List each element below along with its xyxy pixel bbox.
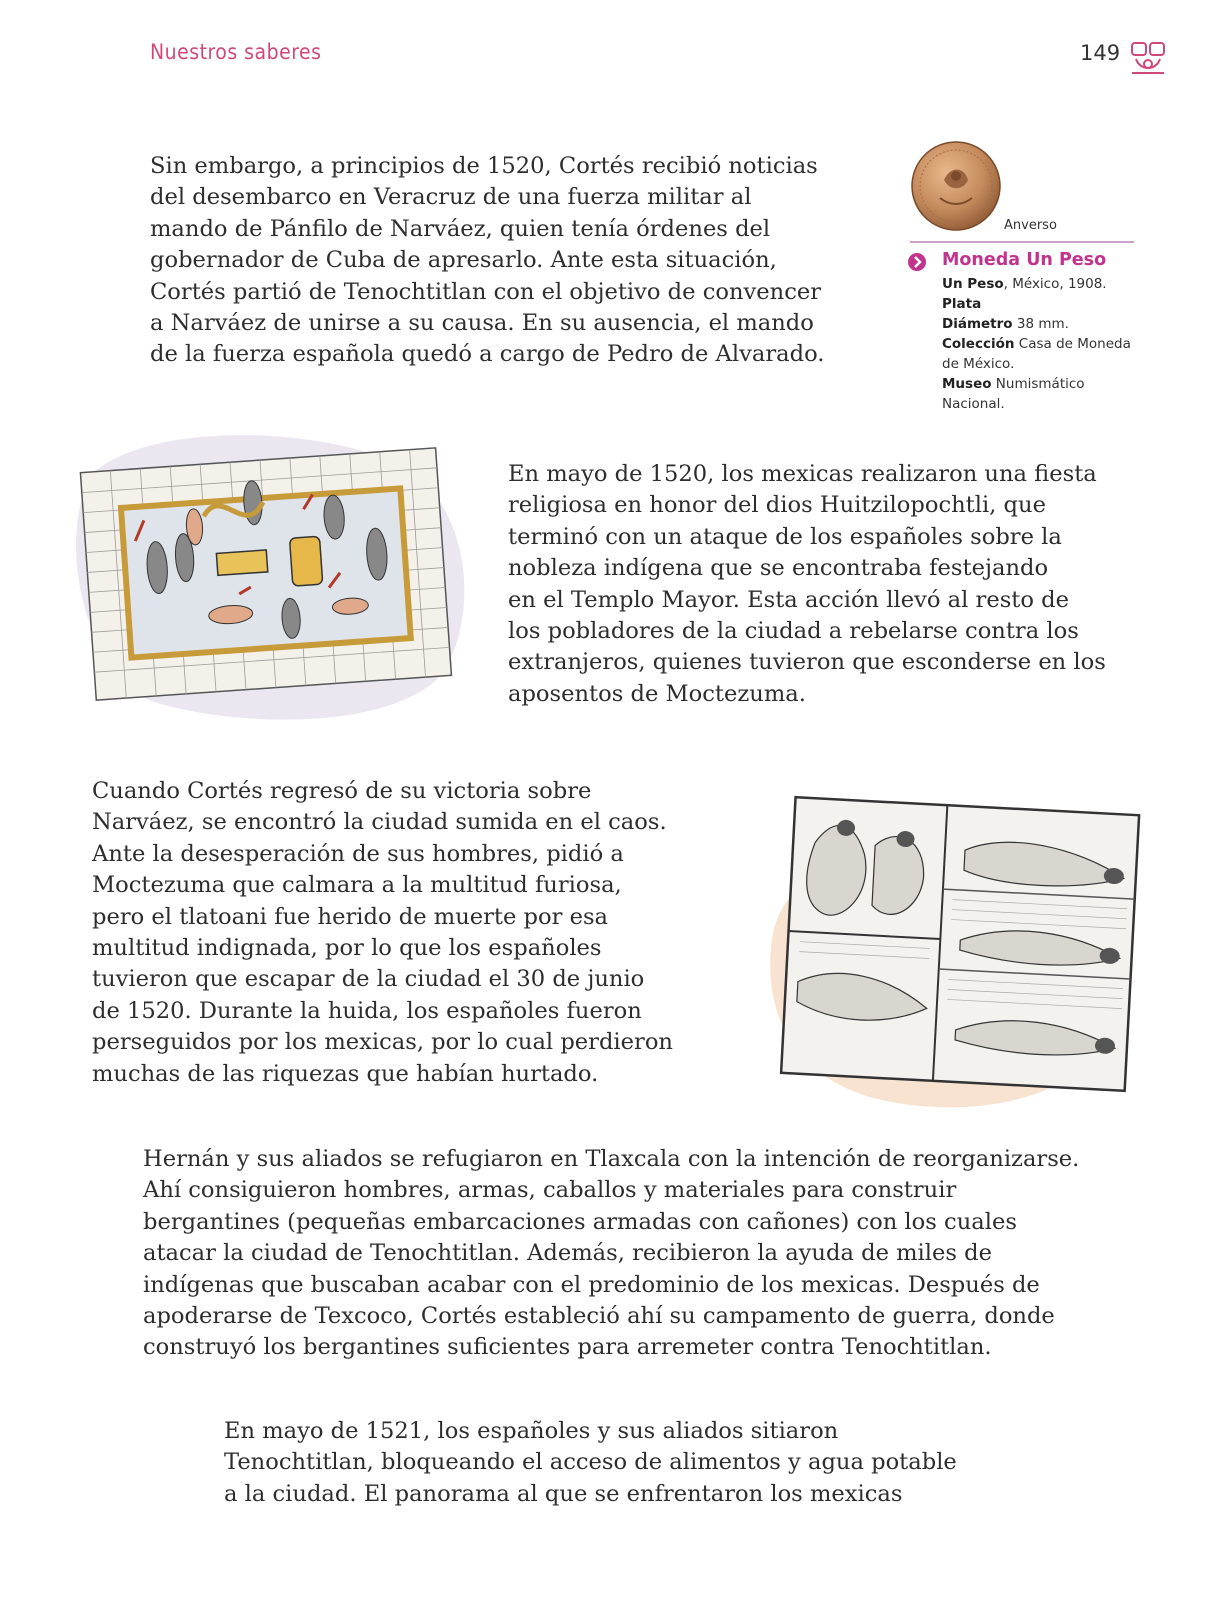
caption-museum-value: Numismático Nacional. bbox=[942, 376, 1085, 412]
chevron-right-icon bbox=[907, 252, 927, 272]
caption-collection-value: Casa de Moneda de México. bbox=[942, 336, 1131, 372]
paragraph-regreso-cortes: Cuando Cortés regresó de su victoria sobre Narváez, se encontró la ciudad sumida en el caos. Ante la desesperación de sus hombres, pidió a Moctezuma que calmara a la multitud furiosa, pero el tlatoani fue herido de muerte por esa multitud indignada, por lo que los españoles tuvieron que escapar de la ciudad el 30 de junio de 1520. Durante la huida, los españoles fueron perseguidos por los mexicas, por lo cual perdieron muchas de las riquezas que habían hurtado. bbox=[92, 778, 673, 1087]
caption-diameter-value: 38 mm. bbox=[1012, 316, 1069, 332]
codex-illustration-templo-mayor bbox=[78, 442, 454, 708]
caption-collection-label: Colección bbox=[942, 336, 1015, 352]
caption-diameter-label: Diámetro bbox=[942, 316, 1013, 332]
glyph-ornament-icon bbox=[1128, 37, 1168, 77]
page-number: 149 bbox=[1080, 41, 1121, 65]
paragraph-tlaxcala-bergantines: Hernán y sus aliados se refugiaron en Tlaxcala con la intención de reorganizarse. Ahí consiguieron hombres, armas, caballos y materiales para construir bergantines (pequeñas embarcaciones armadas con cañones) con los cuales atacar la ciudad de Tenochtitlan. Además, recibieron la ayuda de miles de indígenas que buscaban acabar con el predominio de los mexicas. Después de apoderarse de Texcoco, Cortés estableció ahí su campamento de guerra, donde construyó los bergantines suficientes para arremeter contra Tenochtitlan. bbox=[143, 1146, 1080, 1361]
caption-museum-label: Museo bbox=[942, 376, 992, 392]
caption-name: Un Peso bbox=[942, 276, 1004, 292]
paragraph-cortes-narvaez: Sin embargo, a principios de 1520, Cortés recibió noticias del desembarco en Veracruz de una fuerza militar al mando de Pánfilo de Narváez, quien tenía órdenes del gobernador de Cuba de apresarlo. Ante esta situación, Cortés partió de Tenochtitlan con el objetivo de convencer a Narváez de unirse a su causa. En su ausencia, el mando de la fuerza española quedó a cargo de Pedro de Alvarado. bbox=[150, 153, 825, 368]
caption-body bbox=[942, 274, 1142, 414]
coin-side-label: Anverso bbox=[1004, 218, 1057, 233]
paragraph-fiesta-huitzilopochtli: En mayo de 1520, los mexicas realizaron una fiesta religiosa en honor del dios Huitzilopochtli, que terminó con un ataque de los españoles sobre la nobleza indígena que se encontraba festejando en el Templo Mayor. Esta acción llevó al resto de los pobladores de la ciudad a rebelarse contra los extranjeros, quienes tuvieron que esconderse en los aposentos de Moctezuma. bbox=[508, 461, 1106, 707]
caption-title: Moneda Un Peso bbox=[942, 250, 1107, 270]
codex-illustration-panels bbox=[770, 790, 1148, 1102]
paragraph-sitio-tenochtitlan: En mayo de 1521, los españoles y sus aliados sitiaron Tenochtitlan, bloqueando el acceso de alimentos y agua potable a la ciudad. El panorama al que se enfrentaron los mexicas bbox=[224, 1418, 957, 1507]
section-title: Nuestros saberes bbox=[150, 40, 322, 64]
caption-name-detail: , México, 1908. bbox=[1003, 276, 1107, 292]
caption-material: Plata bbox=[942, 296, 982, 312]
caption-divider bbox=[910, 241, 1134, 243]
coin-image bbox=[910, 140, 1002, 232]
